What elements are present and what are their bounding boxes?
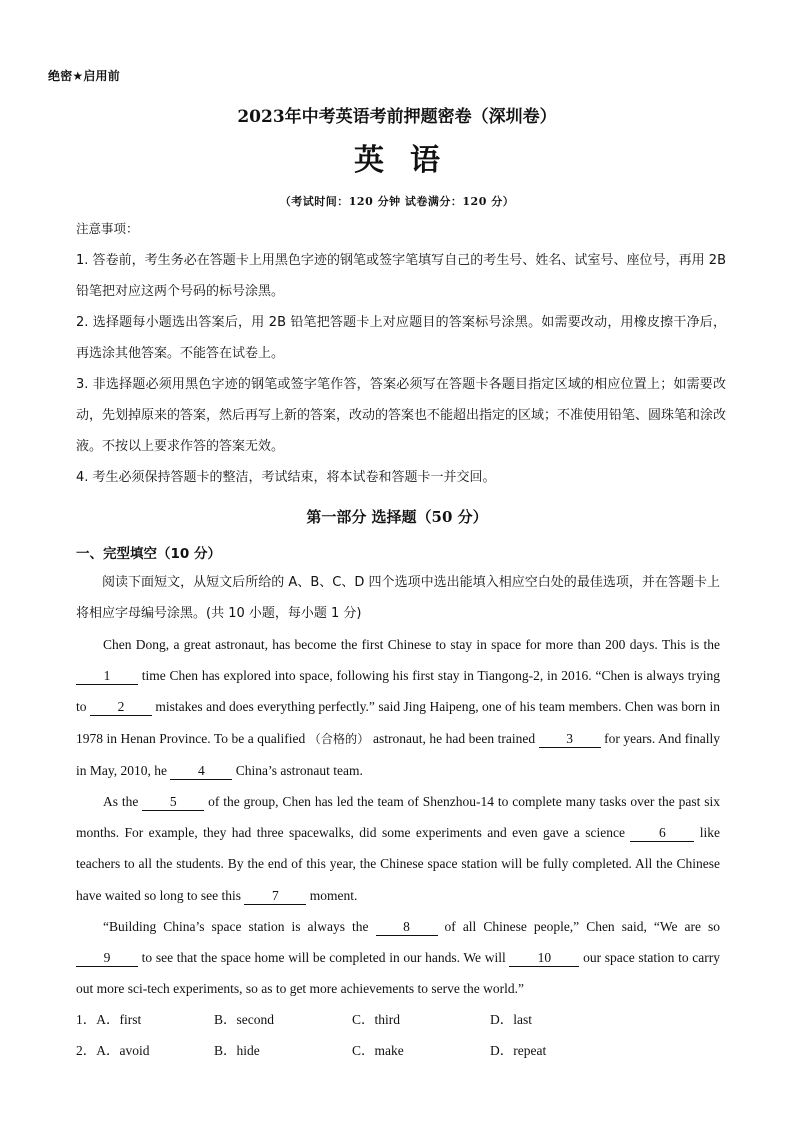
- question-row-2: [76, 1038, 720, 1069]
- question-options: [76, 1007, 720, 1069]
- subject-title: 英语: [354, 143, 466, 178]
- option-a: [76, 1007, 141, 1033]
- option-c: C．third: [352, 1012, 401, 1027]
- passage-text: mistakes and does everything perfectly.” said Jing Haipeng, one of his team members. Chen was born in 1978 in Henan Province. To be a qualified: [76, 699, 720, 746]
- blank-4: 4: [170, 763, 232, 780]
- passage-text: China’s astronaut team.: [232, 762, 363, 778]
- question-number: 2．: [76, 1043, 97, 1058]
- blank-1: 1: [76, 668, 138, 685]
- chinese-gloss: （合格的）: [308, 731, 370, 746]
- note-item-1: 1. 答卷前，考生务必在答题卡上用黑色字迹的钢笔或签字笔填写自己的考生号、姓名、试室号、座位号，再用 2B 铅笔把对应这两个号码的标号涂黑。: [76, 253, 726, 299]
- exam-info: （考试时间：120 分钟 试卷满分：120 分）: [279, 195, 515, 208]
- passage-text: As the: [103, 794, 143, 810]
- note-item-2: 2. 选择题每小题选出答案后，用 2B 铅笔把答题卡上对应题目的答案标号涂黑。如需要改动，用橡皮擦干净后，再选涂其他答案。不能答在试卷上。: [76, 315, 726, 361]
- passage-text: moment.: [306, 887, 358, 903]
- note-item-3: 3. 非选择题必须用黑色字迹的钢笔或签字笔作答，答案必须写在答题卡各题目指定区域的相应位置上；如需要改动，先划掉原来的答案，然后再写上新的答案，改动的答案也不能超出指定的区域；不准使用铅笔、圆珠笔和涂改液。不按以上要求作答的答案无效。: [76, 377, 727, 454]
- option-c: C．make: [352, 1043, 404, 1058]
- blank-10: 10: [509, 950, 579, 967]
- passage-text: of the group, Chen has led the team of Shenzhou-14 to complete many tasks over the past six months. For example, they had three spacewalks, did some experiments and even gave a science: [76, 794, 720, 841]
- blank-5: 5: [142, 794, 204, 811]
- cloze-passage: [76, 629, 720, 1004]
- option-d: D．last: [490, 1012, 532, 1027]
- option-d: D．repeat: [490, 1043, 547, 1058]
- passage-text: “Building China’s space station is always the: [103, 918, 376, 934]
- blank-6: 6: [630, 825, 694, 842]
- note-item-4: 4. 考生必须保持答题卡的整洁，考试结束，将本试卷和答题卡一并交回。: [76, 470, 496, 485]
- passage-paragraph-3: [76, 911, 720, 1005]
- option-b: B．second: [214, 1012, 274, 1027]
- passage-paragraph-2: [76, 786, 720, 911]
- question-number: 1．: [76, 1012, 97, 1027]
- exam-title: 2023年中考英语考前押题密卷（深圳卷）: [237, 107, 557, 127]
- passage-text: our space station to carry out more sci-tech experiments, so as to get more achievements to serve the world.”: [76, 950, 720, 997]
- passage-text: astronaut, he had been trained: [369, 730, 539, 746]
- blank-7: 7: [244, 888, 306, 905]
- blank-2: 2: [90, 699, 152, 716]
- secret-mark: 绝密★启用前: [48, 69, 120, 83]
- passage-text: to see that the space home will be completed in our hands. We will: [138, 950, 510, 966]
- passage-text: time Chen has explored into space, following his first stay in Tiangong-2, in 2016. “Chen is always trying to: [76, 668, 720, 715]
- blank-8: 8: [376, 919, 438, 936]
- passage-paragraph-1: [76, 629, 720, 786]
- notes-title: 注意事项：: [76, 221, 139, 236]
- blank-9: 9: [76, 950, 138, 967]
- section-title: 一、完型填空（10 分）: [76, 546, 221, 562]
- passage-text: for years. And finally in May, 2010, he: [76, 730, 721, 778]
- section-instruction: 阅读下面短文，从短文后所给的 A、B、C、D 四个选项中选出能填入相应空白处的最佳选项，并在答题卡上将相应字母编号涂黑。(共 10 小题，每小题 1 分): [76, 575, 720, 621]
- passage-text: Chen Dong, a great astronaut, has become the first Chinese to stay in space for more than 200 days. This is the: [103, 637, 720, 652]
- passage-text: like teachers to all the students. By the end of this year, the Chinese space station will be fully completed. All the Chinese have waited so long to see this: [76, 825, 720, 903]
- passage-text: of all Chinese people,” Chen said, “We are so: [437, 918, 720, 934]
- option-a: [76, 1038, 150, 1064]
- notes-section: [76, 219, 726, 493]
- option-b: B．hide: [214, 1043, 260, 1058]
- option-a-text: A．first: [96, 1012, 142, 1027]
- blank-3: 3: [539, 731, 601, 748]
- option-a-text: A．avoid: [96, 1043, 150, 1058]
- part-title: 第一部分 选择题（50 分）: [306, 508, 488, 526]
- question-row-1: [76, 1007, 720, 1038]
